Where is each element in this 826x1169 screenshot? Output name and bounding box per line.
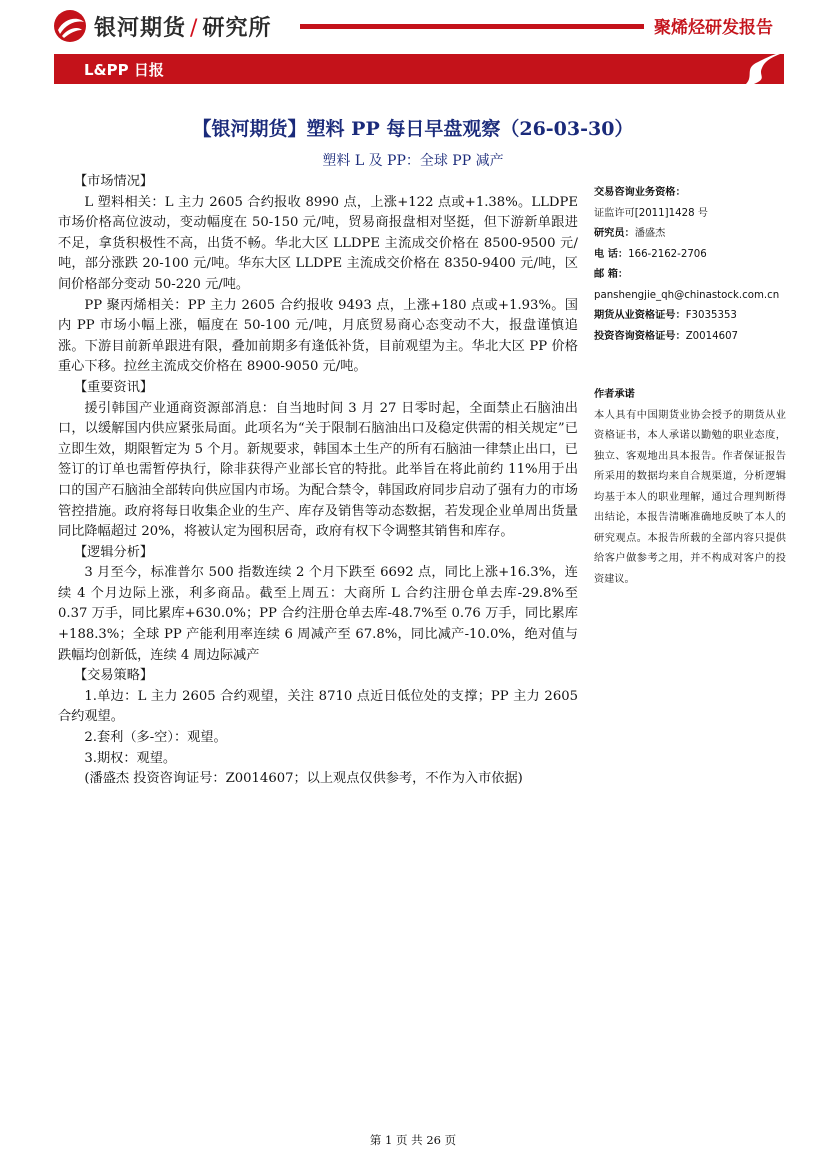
pledge-title: 作者承诺 — [594, 389, 635, 400]
paragraph-l-plastic: L 塑料相关：L 主力 2605 合约报收 8990 点，上涨+122 点或+1.38%。LLDPE 市场价格高位波动，变动幅度在 50-150 元/吨，贸易商报盘相对坚挺，但下游新单跟进不足，拿货积极性不高，出货不畅。华北大区 LLDPE 主流成交价格在 8500-9500 元/吨，部分涨跌 20-100 元/吨。华东大区 LLDPE 主流成交价格在 8350-9400 元/吨，区间价格部分变动 50-220 元/吨。 — [58, 194, 578, 292]
phone-label: 电 话： — [594, 248, 629, 260]
phone-number: 166-2162-2706 — [628, 248, 707, 260]
paragraph-logic: 3 月至今，标准普尔 500 指数连续 2 个月下跌至 6692 点，同比上涨+16.3%，连续 4 个月边际上涨，利多商品。截至上周五：大商所 L 合约注册仓单去库-29.8%至 0.37 万手，同比累库+630.0%；PP 合约注册仓单去库-48.7%至 0.76 万手，同比累库+188.3%；全球 PP 产能利用率连续 6 周减产至 67.8%，同比减产-10.0%，绝对值与跌幅均创新低，连续 4 周边际减产 — [58, 565, 578, 663]
brand-name: 银河期货 — [94, 15, 187, 41]
page-title: 【银河期货】塑料 PP 每日早盘观察（26-03-30） — [192, 118, 634, 140]
page-subtitle: 塑料 L 及 PP：全球 PP 减产 — [322, 153, 504, 169]
email-address[interactable]: panshengjie_qh@chinastock.com.cn — [594, 289, 780, 301]
swoosh-icon — [724, 50, 784, 88]
section-heading-market: 【市场情况】 — [74, 174, 154, 189]
report-banner — [54, 54, 784, 84]
qualification-title: 交易咨询业务资格： — [594, 187, 686, 198]
strategy-arbitrage: 2.套利（多-空）：观望。 — [84, 730, 227, 746]
pledge-text: 本人具有中国期货业协会授予的期货从业资格证书，本人承诺以勤勉的职业态度，独立、客观地出具本报告。作者保证报告所采用的数据均来自合规渠道，分析逻辑均基于本人的职业理解，通过合理判断得出结论，本报告清晰准确地反映了本人的研究观点。本报告所载的全部内容只提供给客户做参考之用，并不构成对客户的投资建议。 — [594, 409, 786, 585]
section-heading-logic: 【逻辑分析】 — [74, 544, 154, 560]
report-type: 聚烯烃研发报告 — [654, 18, 773, 38]
logo: 银河期货 / 研究所 — [52, 8, 282, 44]
strategy-single: 1.单边：L 主力 2605 合约观望，关注 8710 点近日低位处的支撑；PP 主力 2605 合约观望。 — [58, 688, 578, 725]
researcher-name: 潘盛杰 — [634, 228, 666, 239]
advisory-cert-label: 投资咨询资格证号： — [594, 330, 686, 342]
galaxy-logo-icon — [52, 8, 88, 44]
strategy-options: 3.期权：观望。 — [84, 750, 177, 766]
division-name: 研究所 — [202, 15, 272, 41]
section-heading-strategy: 【交易策略】 — [74, 668, 154, 684]
advisory-cert-number: Z0014607 — [685, 330, 739, 342]
main-content — [58, 172, 578, 790]
banner-label: L&PP 日报 — [84, 61, 164, 79]
section-heading-news: 【重要资讯】 — [74, 379, 154, 395]
author-sidebar — [594, 183, 786, 590]
header-rule — [300, 24, 644, 29]
page-number: 第 1 页 共 26 页 — [369, 1133, 457, 1147]
license-number: 证监许可[2011]1428 号 — [594, 207, 708, 219]
futures-cert-label: 期货从业资格证号： — [594, 310, 686, 321]
email-label: 邮 箱： — [594, 269, 629, 280]
disclaimer-note: (潘盛杰 投资咨询证号：Z0014607；以上观点仅供参考，不作为入市依据) — [84, 771, 523, 787]
paragraph-pp: PP 聚丙烯相关：PP 主力 2605 合约报收 9493 点，上涨+180 点或+1.93%。国内 PP 市场小幅上涨，幅度在 50-100 元/吨，月底贸易商心态变动不大，报盘谨慎追涨。下游目前新单跟进有限，叠加前期多有逢低补货，目前观望为主。华北大区 PP 价格重心下移。拉丝主流成交价格在 8900-9050 元/吨。 — [58, 297, 578, 375]
researcher-label: 研究员： — [594, 228, 635, 239]
paragraph-news: 援引韩国产业通商资源部消息：自当地时间 3 月 27 日零时起，全面禁止石脑油出口，以缓解国内供应紧张局面。此项名为“关于限制石脑油出口及稳定供需的相关规定”已立即生效，期限暂定为 5 个月。新规要求，韩国本土生产的所有石脑油一律禁止出口，已签订的订单也需暂停执行，除非获得产业部长官的特批。此举旨在将此前约 11%用于出口的国产石脑油全部转向供应国内市场。为配合禁令，韩国政府同步启动了强有力的市场管控措施。政府将每日收集企业的生产、库存及销售等动态数据，若发现企业单周出货量同比降幅超过 20%，将被认定为囤积居奇，政府有权下令调整其销售和库存。 — [58, 400, 578, 540]
futures-cert-number: F3035353 — [685, 310, 737, 321]
